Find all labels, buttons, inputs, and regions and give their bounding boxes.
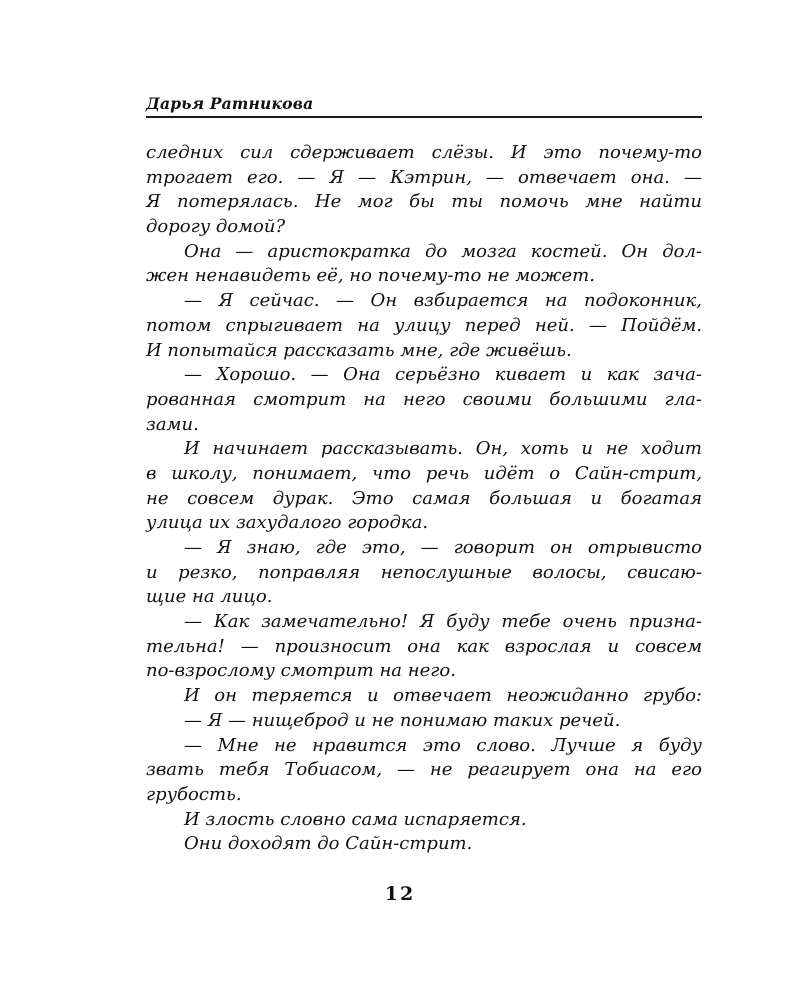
text-line: тельна! — произносит она как взрослая и совсем xyxy=(146,635,702,657)
text-line: — Я сейчас. — Он взбирается на подоконник, xyxy=(184,290,702,312)
text-line: И он теряется и отвечает неожиданно грубо: xyxy=(184,685,702,707)
text-line: И начинает рассказывать. Он, хоть и не ходит xyxy=(184,438,702,460)
page-number: 12 xyxy=(384,883,416,905)
text-line: — Я — нищеброд и не понимаю таких речей. xyxy=(184,709,621,731)
text-line: рованная смотрит на него своими большими гла- xyxy=(146,388,702,410)
text-line: — Хорошо. — Она серьёзно кивает и как зача- xyxy=(184,364,702,386)
text-line: Она — аристократка до мозга костей. Он дол- xyxy=(184,240,702,262)
text-line: звать тебя Тобиасом, — не реагирует она на его xyxy=(146,759,702,781)
text-line: грубость. xyxy=(146,783,242,805)
text-line: по-взрослому смотрит на него. xyxy=(146,660,456,682)
text-line: Они доходят до Сайн-стрит. xyxy=(184,833,473,855)
body-text xyxy=(146,141,702,857)
text-line: не совсем дурак. Это самая большая и богатая xyxy=(146,487,702,509)
text-line: следних сил сдерживает слёзы. И это почему-то xyxy=(146,142,702,163)
text-line: И попытайся рассказать мне, где живёшь. xyxy=(146,339,572,361)
text-line: трогает его. — Я — Кэтрин, — отвечает она. — xyxy=(146,166,702,188)
text-line: — Мне не нравится это слово. Лучше я буду xyxy=(184,734,702,756)
text-line: потом спрыгивает на улицу перед ней. — Пойдём. xyxy=(146,314,702,336)
text-line: Я потерялась. Не мог бы ты помочь мне найти xyxy=(146,191,702,213)
text-line: жен ненавидеть её, но почему-то не может. xyxy=(146,265,595,287)
text-line: зами. xyxy=(146,413,199,435)
text-line: И злость словно сама испаряется. xyxy=(184,808,527,830)
text-line: улица их захудалого городка. xyxy=(146,512,429,534)
text-line: дорогу домой? xyxy=(146,216,286,238)
text-line: — Я знаю, где это, — говорит он отрывисто xyxy=(184,537,702,558)
text-line: и резко, поправляя непослушные волосы, свисаю- xyxy=(146,561,702,583)
text-line: в школу, понимает, что речь идёт о Сайн-стрит, xyxy=(146,462,702,484)
author-name: Дарья Ратникова xyxy=(146,94,314,113)
text-line: — Как замечательно! Я буду тебе очень призна- xyxy=(184,611,702,633)
running-head xyxy=(146,92,702,118)
text-line: щие на лицо. xyxy=(146,586,273,608)
